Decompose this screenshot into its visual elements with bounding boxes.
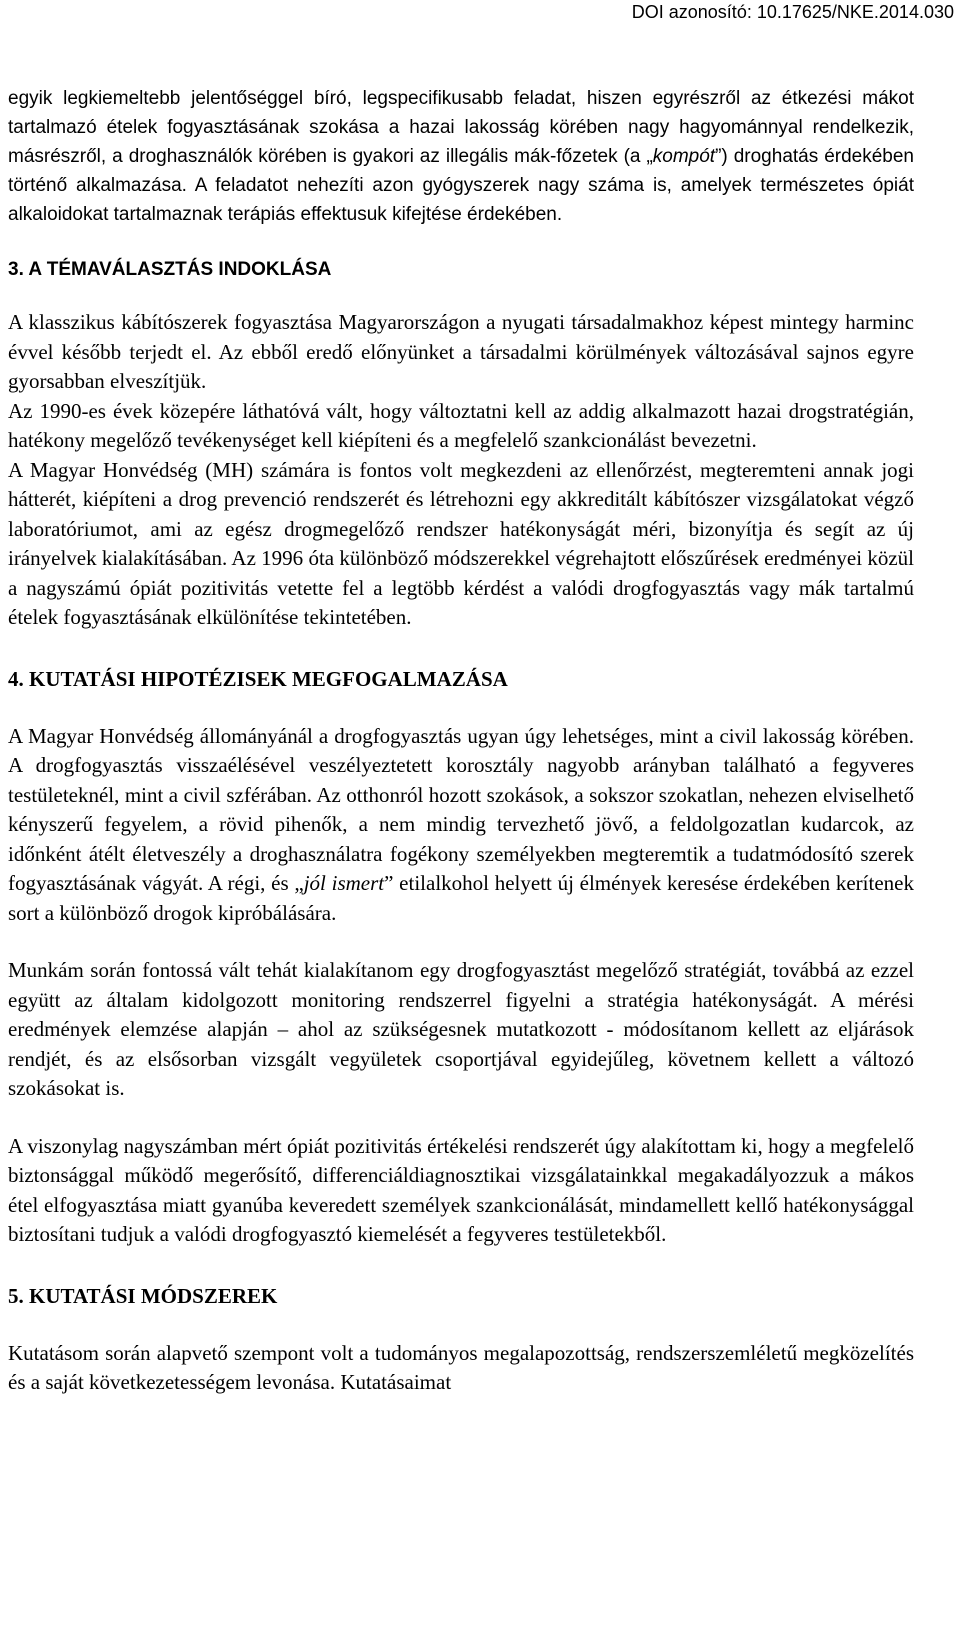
section-4-heading: 4. KUTATÁSI HIPOTÉZISEK MEGFOGALMAZÁSA bbox=[8, 666, 508, 691]
intro-paragraph bbox=[8, 84, 914, 229]
section-4-p1-text-b: ” etilalkohol helyett új élmények keresése érdekében kerítenek sort a különböző drogok kipróbálására. bbox=[8, 871, 914, 925]
intro-text-a: egyik legkiemeltebb jelentőséggel bíró, legspecifikusabb feladat, hiszen egyrészről az étkezési mákot tartalmazó ételek fogyasztásának szokása a hazai lakosság körében nagy hagyománnyal rendelkezik, másrészről, a droghasználók körében is gyakori az illegális mák-főzetek (a „ bbox=[8, 88, 914, 167]
section-3-paragraph-3: A Magyar Honvédség (MH) számára is fontos volt megkezdeni az ellenőrzést, megteremteni annak jogi hátterét, kiépíteni a drog prevenció rendszerét és létrehozni egy akkreditált kábítószer vizsgálatokat végző laboratóriumot, ami az egész drogmegelőző rendszer hatékonyságát méri, bizonyítja és segít az új irányelvek kialakításában. Az 1996 óta különböző módszerekkel végrehajtott előszűrések eredményei közül a nagyszámú ópiát pozitivitás vetette fel a legtöbb kérdést a valódi drogfogyasztás vagy mák tartalmú ételek fogyasztásának elkülönítése tekintetében. bbox=[8, 457, 914, 629]
intro-emphasis: kompót bbox=[652, 146, 716, 167]
section-4-p1-emphasis: jól ismert bbox=[303, 871, 385, 895]
section-5-heading: 5. KUTATÁSI MÓDSZEREK bbox=[8, 1283, 278, 1308]
section-3-paragraph-2: Az 1990-es évek közepére láthatóvá vált, hogy változtatni kell az addig alkalmazott hazai drogstratégián, hatékony megelőző tevékenységet kell kiépíteni és a megfelelő szankcionálást bevezetni. bbox=[8, 398, 914, 452]
intro-text-b: ”) droghatás érdekében történő alkalmazása. A feladatot nehezíti azon gyógyszerek nagy száma is, amelyek természetes ópiát alkaloidokat tartalmaznak terápiás effektusuk kifejtése érdekében. bbox=[8, 146, 914, 225]
section-4-p1-text-a: A Magyar Honvédség állományánál a drogfogyasztás ugyan úgy lehetséges, mint a civil lakosság körében. A drogfogyasztás visszaélésével veszélyeztetett korosztály nagyobb arányban található a fegyveres testületeknél, mint a civil szférában. Az otthonról hozott szokások, a sokszor szokatlan, nehezen elviselhető kényszerű fegyelem, a rövid pihenők, a nem mindig tervezhető jövő, a feldolgozatlan kudarcok, az időnként átélt életveszély a droghasználatra fogékony személyekben megteremtik a tudatmódosító szerek fogyasztásának vágyát. A régi, és „ bbox=[8, 723, 914, 895]
section-4-paragraph-3: A viszonylag nagyszámban mért ópiát pozitivitás értékelési rendszerét úgy alakítottam ki, hogy a megfelelő biztonsággal működő megerősítő, differenciáldiagnosztikai vizsgálatainkkal megakadályozzuk a mákos étel elfogyasztása miatt gyanúba keveredett személyek szankcionálását, mindamellett kellő hatékonysággal biztosítani tudjuk a valódi drogfogyasztó kiemelését a fegyveres testületekből. bbox=[8, 1133, 914, 1246]
section-4-paragraph-1 bbox=[8, 722, 914, 929]
section-4-paragraph-2: Munkám során fontossá vált tehát kialakítanom egy drogfogyasztást megelőző stratégiát, továbbá az ezzel együtt az általam kidolgozott monitoring rendszerrel figyelni a stratégia hatékonyságát. A mérési eredmények elemzése alapján – ahol az szükségesnek mutatkozott - módosítanom kellett az eljárások rendjét, és az elsősorban vizsgált vegyületek csoportjával egyidejűleg, követnem kellett a változó szokásokat is. bbox=[8, 958, 914, 1100]
doi-header: DOI azonosító: 10.17625/NKE.2014.030 bbox=[631, 2, 954, 22]
section-5-paragraph-1: Kutatásom során alapvető szempont volt a tudományos megalapozottság, rendszerszemléletű megközelítés és a saját következetességem levonása. Kutatásaimat bbox=[8, 1340, 914, 1394]
document-page bbox=[8, 84, 914, 1398]
section-3-paragraph-1: A klasszikus kábítószerek fogyasztása Magyarországon a nyugati társadalmakhoz képest mintegy harminc évvel később terjedt el. Az ebből eredő előnyünket a társadalmi körülmények változásával sajnos egyre gyorsabban elveszítjük. bbox=[8, 310, 914, 393]
section-3-heading: 3. A TÉMAVÁLASZTÁS INDOKLÁSA bbox=[8, 259, 332, 280]
